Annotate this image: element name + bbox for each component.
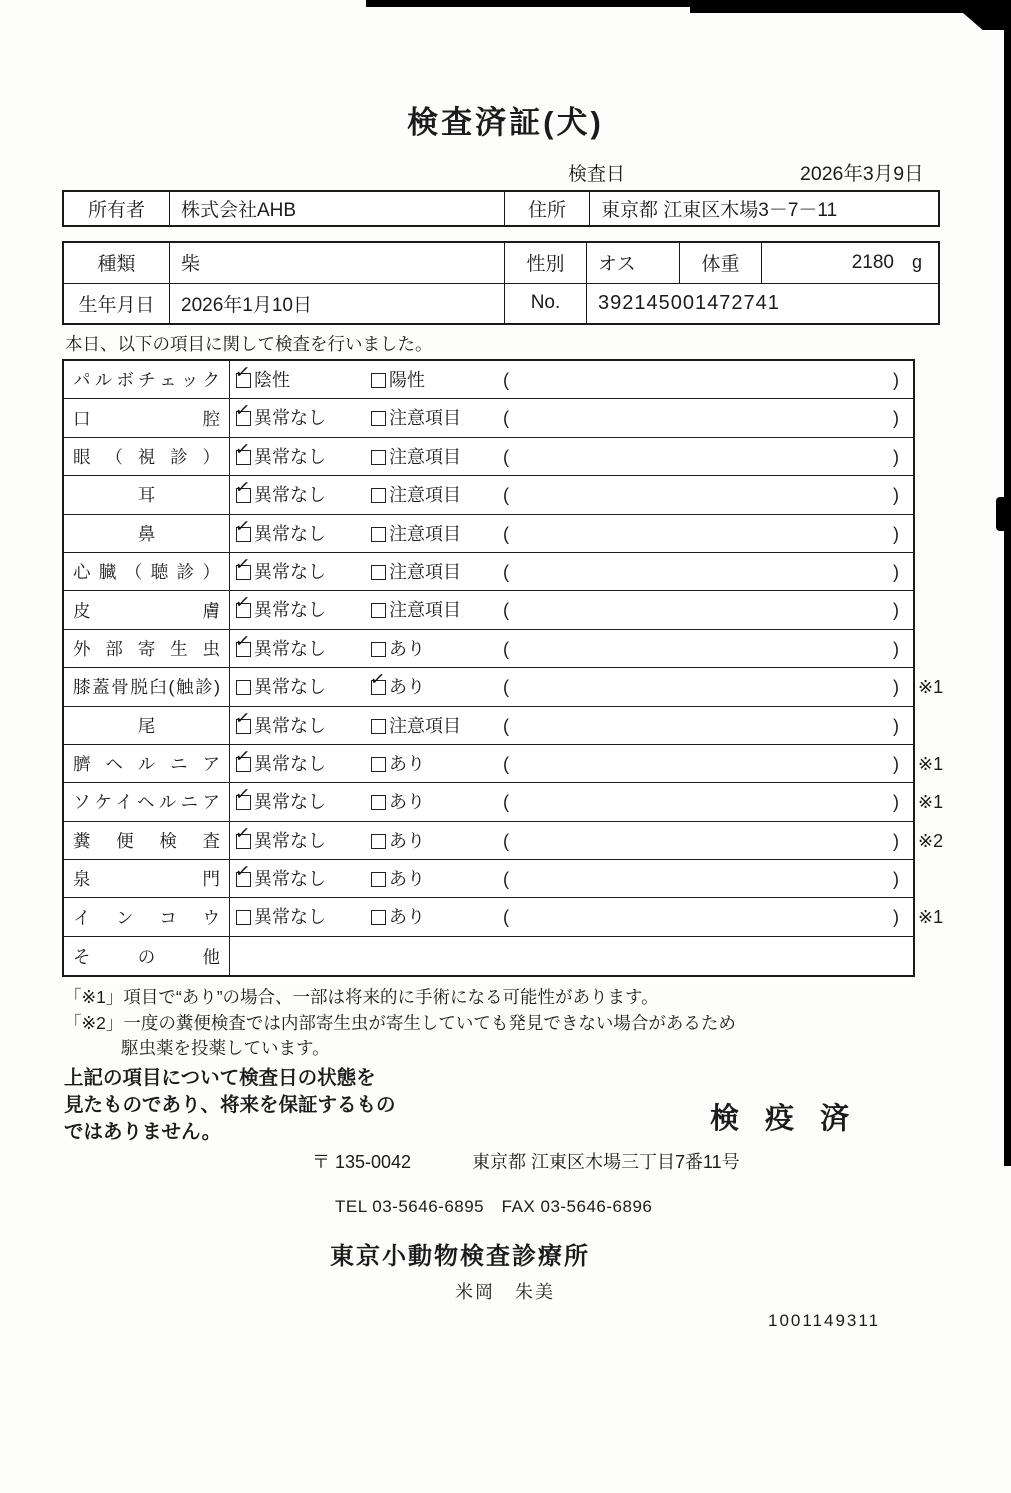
- exam-option-1-label: 異常なし: [254, 485, 326, 506]
- exam-row: [64, 821, 944, 860]
- exam-option-1-label: 異常なし: [254, 600, 326, 621]
- exam-row-content: [230, 591, 913, 628]
- exam-row-content: [230, 630, 913, 667]
- checkbox-unchecked: [371, 872, 386, 887]
- paren-open: (: [503, 753, 509, 774]
- paren-open: (: [503, 523, 509, 544]
- check-mark: ✓: [233, 361, 252, 383]
- paren-close: ): [893, 907, 899, 928]
- check-mark: ✓: [233, 821, 252, 844]
- owner-label: 所有者: [64, 192, 170, 225]
- checkbox-unchecked: [371, 795, 386, 810]
- exam-row-content: [230, 707, 913, 744]
- quarantine-stamp: 検 疫 済: [710, 1103, 859, 1135]
- paren-close: ): [893, 600, 899, 621]
- checkbox-unchecked: [371, 719, 386, 734]
- paren-close: ): [893, 753, 899, 774]
- paren-open: (: [503, 792, 509, 813]
- exam-item-label: 耳: [137, 485, 156, 506]
- note-reference-mark: ※1: [918, 907, 944, 928]
- exam-option-1-label: 異常なし: [254, 408, 326, 429]
- exam-item-label-cell: [64, 476, 230, 513]
- checkbox-unchecked: [371, 834, 386, 849]
- examiner-name: 米岡 朱美: [455, 1282, 555, 1302]
- weight-unit: g: [911, 252, 922, 273]
- paren-close: ): [893, 446, 899, 467]
- check-mark: ✓: [233, 860, 252, 882]
- exam-row-content: [230, 745, 944, 782]
- exam-row-content: [230, 668, 944, 705]
- exam-row-content: [230, 898, 944, 935]
- exam-row: [64, 707, 913, 745]
- exam-option-2-label: 注意項目: [389, 561, 461, 582]
- exam-option-2-label: 注意項目: [389, 523, 461, 544]
- note-reference-mark: ※1: [918, 753, 944, 774]
- check-mark: ✓: [233, 476, 252, 499]
- pet-info-table: [62, 241, 940, 325]
- postal-code: 〒 135-0042: [312, 1152, 412, 1172]
- tel-fax: TEL 03-5646-6895 FAX 03-5646-6896: [335, 1197, 653, 1216]
- disclaimer-line-1: 上記の項目について検査日の状態を: [64, 1067, 376, 1089]
- exam-item-label: 皮膚: [73, 600, 220, 621]
- check-mark: ✓: [233, 783, 252, 806]
- scan-artifact-corner: [948, 0, 1011, 30]
- exam-option-2-label: 注意項目: [389, 408, 461, 429]
- owner-table: [62, 190, 940, 227]
- paren-close: ): [893, 561, 899, 582]
- checkbox-checked: [233, 745, 252, 772]
- paren-open: (: [503, 830, 509, 851]
- exam-row-content: [230, 515, 913, 552]
- exam-row: [64, 553, 913, 591]
- exam-item-label: 眼（視診）: [73, 446, 220, 467]
- check-mark: ✓: [233, 706, 252, 729]
- check-mark: ✓: [233, 629, 252, 652]
- exam-item-label-cell: [64, 860, 230, 897]
- exam-item-label: その他: [73, 946, 220, 967]
- note-reference-mark: ※2: [918, 830, 944, 851]
- checkbox-unchecked: [371, 603, 386, 618]
- checkbox-unchecked: [371, 757, 386, 772]
- exam-row: [64, 860, 913, 898]
- exam-item-label-cell: [64, 399, 230, 436]
- clinic-address: 東京都 江東区木場三丁目7番11号: [472, 1152, 740, 1172]
- exam-option-1-label: 異常なし: [254, 907, 326, 928]
- exam-option-1-label: 異常なし: [254, 869, 326, 890]
- exam-option-1-label: 異常なし: [254, 561, 326, 582]
- exam-row: [64, 438, 913, 476]
- exam-item-label-cell: [64, 515, 230, 552]
- exam-item-label-cell: [64, 361, 230, 398]
- weight-value-cell: [762, 243, 938, 283]
- exam-row-content: [230, 553, 913, 590]
- birthdate-value: 2026年1月10日: [170, 284, 505, 324]
- exam-item-label-cell: [64, 668, 230, 705]
- paren-open: (: [503, 715, 509, 736]
- check-mark: ✓: [233, 745, 252, 767]
- disclaimer-line-3: ではありません。: [64, 1121, 222, 1143]
- exam-item-label-cell: [64, 707, 230, 744]
- check-mark: ✓: [233, 591, 252, 614]
- document-title: 検査済証(犬): [407, 105, 604, 140]
- paren-open: (: [503, 561, 509, 582]
- checkbox-checked: [233, 783, 252, 810]
- exam-option-1-label: 異常なし: [254, 753, 326, 774]
- exam-item-label: 糞便検査: [73, 830, 220, 851]
- checkbox-checked: [233, 629, 252, 657]
- check-mark: ✓: [233, 437, 252, 460]
- exam-item-label-cell: [64, 630, 230, 667]
- paren-open: (: [503, 869, 509, 890]
- exam-option-2-label: あり: [389, 638, 425, 659]
- scan-artifact-blob: [996, 497, 1007, 531]
- exam-option-1-label: 異常なし: [254, 677, 326, 698]
- breed-label: 種類: [64, 243, 170, 283]
- exam-item-label-cell: [64, 822, 230, 859]
- exam-option-2-label: 注意項目: [389, 446, 461, 467]
- checkbox-checked: [233, 591, 252, 618]
- scan-artifact-right-edge: [1004, 8, 1011, 1166]
- no-value: 392145001472741: [598, 291, 780, 314]
- exam-item-label: インコウ: [73, 907, 220, 928]
- checkbox-unchecked: [371, 565, 386, 580]
- checkbox-checked: [233, 821, 252, 849]
- exam-row-content: [230, 361, 913, 398]
- checkbox-checked: [368, 668, 387, 695]
- paren-open: (: [503, 446, 509, 467]
- exam-option-2-label: あり: [389, 830, 425, 851]
- paren-open: (: [503, 485, 509, 506]
- exam-item-label-cell: [64, 553, 230, 590]
- footnote-1: 「※1」項目で“あり”の場合、一部は将来的に手術になる可能性があります。: [64, 987, 659, 1007]
- address-value: 東京都 江東区木場3－7－11: [601, 200, 838, 221]
- exam-item-label: 外部寄生虫: [73, 638, 220, 659]
- exam-row-content: [230, 438, 913, 475]
- address-label: 住所: [505, 192, 590, 225]
- checkbox-unchecked: [371, 642, 386, 657]
- exam-option-2-label: あり: [389, 677, 425, 698]
- checkbox-checked: [233, 514, 252, 542]
- disclaimer-line-2: 見たものであり、将来を保証するもの: [64, 1094, 396, 1116]
- checkbox-unchecked: [371, 373, 386, 388]
- exam-row-content: [230, 399, 913, 436]
- checkbox-unchecked: [371, 450, 386, 465]
- exam-row-content: [230, 821, 944, 859]
- clinic-name: 東京小動物検査診療所: [330, 1243, 590, 1270]
- pet-row-2: [64, 284, 938, 324]
- exam-row: [64, 898, 944, 936]
- exam-option-2-label: あり: [389, 869, 425, 890]
- exam-row-content: [230, 783, 944, 820]
- intro-text: 本日、以下の項目に関して検査を行いました。: [65, 334, 433, 354]
- exam-item-label: 心臓（聴診）: [73, 562, 220, 583]
- exam-option-1-label: 異常なし: [254, 638, 326, 659]
- paren-close: ): [893, 715, 899, 736]
- exam-row: [64, 783, 944, 821]
- exam-option-1-label: 異常なし: [254, 792, 326, 813]
- footnote-2: 「※2」一度の糞便検査では内部寄生虫が寄生していても発見できない場合があるため: [64, 1013, 736, 1033]
- sex-label: 性別: [505, 243, 587, 283]
- weight-value: 2180: [851, 251, 894, 273]
- exam-option-2-label: あり: [389, 753, 425, 774]
- paren-open: (: [503, 638, 509, 659]
- exam-row: [64, 515, 913, 553]
- exam-item-label: 膝蓋骨脱臼(触診): [73, 677, 220, 698]
- checkbox-unchecked: [236, 910, 251, 925]
- exam-option-1-label: 異常なし: [254, 523, 326, 544]
- sex-value: オス: [587, 243, 680, 283]
- paren-close: ): [893, 485, 899, 506]
- checkbox-checked: [233, 399, 252, 426]
- exam-item-label-cell: [64, 591, 230, 628]
- inspection-date-value: 2026年3月9日: [800, 163, 924, 185]
- exam-item-label-cell: [64, 438, 230, 475]
- paren-close: ): [893, 408, 899, 429]
- exam-table: [62, 359, 944, 977]
- exam-row: [64, 668, 944, 706]
- exam-item-label: 臍ヘルニア: [73, 754, 220, 775]
- exam-row: [64, 630, 913, 668]
- exam-item-label-cell: [64, 783, 230, 820]
- exam-row-content: [230, 937, 913, 975]
- exam-row: [64, 399, 913, 437]
- paren-close: ): [893, 792, 899, 813]
- pet-row-1: [64, 243, 938, 284]
- paren-open: (: [503, 600, 509, 621]
- paren-open: (: [503, 677, 509, 698]
- note-reference-mark: ※1: [918, 677, 944, 698]
- paren-close: ): [893, 677, 899, 698]
- exam-row-content: [230, 476, 913, 513]
- exam-option-2-label: あり: [389, 907, 425, 928]
- checkbox-unchecked: [371, 411, 386, 426]
- checkbox-unchecked: [371, 488, 386, 503]
- exam-item-label-cell: [64, 898, 230, 935]
- exam-option-2-label: 注意項目: [389, 485, 461, 506]
- exam-option-2-label: 注意項目: [389, 600, 461, 621]
- exam-row: [64, 745, 944, 783]
- inspection-date-label: 検査日: [568, 164, 626, 185]
- exam-row: [64, 476, 913, 514]
- exam-item-label: 鼻: [137, 523, 156, 544]
- exam-item-label-cell: [64, 745, 230, 782]
- exam-row: [64, 361, 913, 399]
- exam-option-1-label: 陰性: [254, 370, 290, 390]
- exam-row: [64, 591, 913, 629]
- exam-option-2-label: 注意項目: [389, 715, 461, 736]
- paren-close: ): [893, 638, 899, 659]
- paren-open: (: [503, 408, 509, 429]
- checkbox-checked: [233, 860, 252, 887]
- paren-close: ): [893, 370, 899, 390]
- exam-option-1-label: 異常なし: [254, 715, 326, 736]
- checkbox-checked: [233, 476, 252, 503]
- note-reference-mark: ※1: [918, 792, 944, 813]
- exam-item-label: パルボチェック: [73, 370, 220, 391]
- check-mark: ✓: [368, 668, 387, 690]
- check-mark: ✓: [233, 514, 252, 537]
- exam-item-label: ソケイヘルニア: [73, 792, 220, 813]
- checkbox-unchecked: [371, 527, 386, 542]
- weight-label: 体重: [680, 243, 762, 283]
- exam-item-label: 口腔: [73, 408, 220, 429]
- scan-artifact-top: [366, 0, 696, 7]
- exam-option-1-label: 異常なし: [254, 830, 326, 851]
- checkbox-checked: [233, 361, 252, 388]
- no-label: No.: [505, 284, 587, 324]
- check-mark: ✓: [233, 553, 252, 575]
- paren-close: ): [893, 523, 899, 544]
- exam-item-label-cell: [64, 937, 230, 975]
- exam-item-label: 泉門: [73, 869, 220, 890]
- document-code: 1001149311: [768, 1311, 881, 1330]
- checkbox-checked: [233, 437, 252, 465]
- paren-open: (: [503, 370, 509, 390]
- checkbox-unchecked: [371, 910, 386, 925]
- exam-item-label: 尾: [137, 715, 156, 736]
- footnote-2-cont: 駆虫薬を投薬しています。: [121, 1038, 330, 1058]
- exam-option-2-label: あり: [389, 792, 425, 813]
- check-mark: ✓: [233, 399, 252, 422]
- checkbox-checked: [233, 706, 252, 734]
- birthdate-label: 生年月日: [64, 284, 170, 324]
- owner-value: 株式会社AHB: [170, 192, 505, 225]
- exam-option-2-label: 陽性: [389, 370, 425, 390]
- paren-open: (: [503, 907, 509, 928]
- paren-close: ): [893, 869, 899, 890]
- paren-close: ): [893, 830, 899, 851]
- breed-value: 柴: [170, 243, 505, 283]
- exam-row: [64, 937, 913, 975]
- exam-option-1-label: 異常なし: [254, 446, 326, 467]
- checkbox-checked: [233, 553, 252, 580]
- checkbox-unchecked: [236, 680, 251, 695]
- exam-row-content: [230, 860, 913, 897]
